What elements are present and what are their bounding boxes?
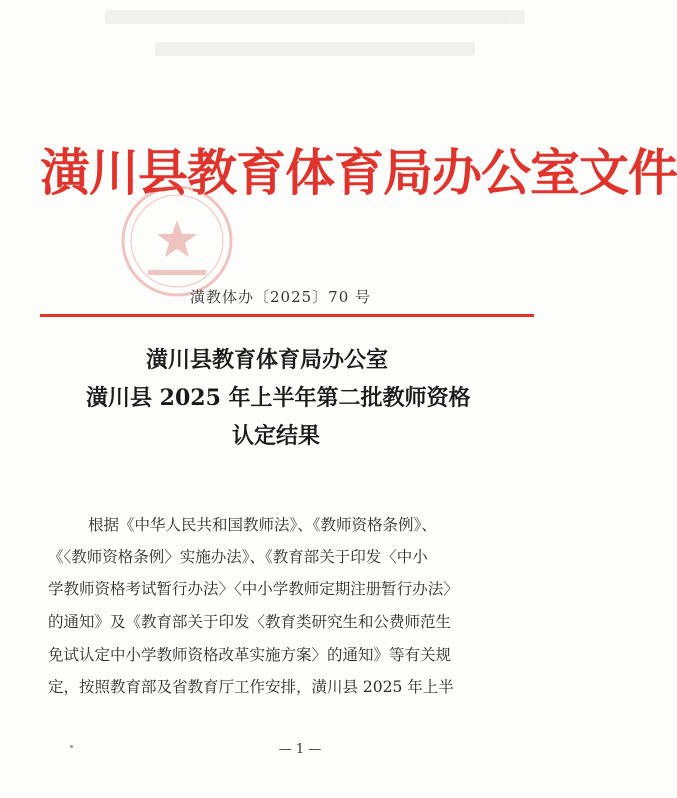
body-line: 学教师资格考试暂行办法〉〈中小学教师定期注册暂行办法〉 <box>48 580 459 598</box>
body-line: 根据《中华人民共和国教师法》、《教师资格条例》、 <box>88 516 437 534</box>
title-line: 潢川县教育体育局办公室 <box>146 347 389 373</box>
paper-speck <box>70 745 73 748</box>
bleed-through-text <box>95 0 535 80</box>
document-masthead: 潢川县教育体育局办公室文件 <box>40 144 677 202</box>
body-line: 的通知》及《教育部关于印发〈教育类研究生和公费师范生 <box>48 613 452 631</box>
official-seal-icon <box>118 182 236 300</box>
body-line: 定，按照教育部及省教育厅工作安排，潢川县 2025 年上半 <box>48 678 454 696</box>
page-number: — 1 — <box>278 742 322 757</box>
title-line: 潢川县 2025 年上半年第二批教师资格 <box>86 385 471 411</box>
body-line: 《〈教师资格条例〉实施办法》、《教育部关于印发〈中小 <box>48 548 428 566</box>
red-divider-line <box>40 314 534 317</box>
document-number: 潢教体办〔2025〕70 号 <box>190 288 372 306</box>
body-line: 免试认定中小学教师资格改革实施方案〉的通知》等有关规 <box>48 646 452 664</box>
title-line: 认定结果 <box>232 423 321 449</box>
